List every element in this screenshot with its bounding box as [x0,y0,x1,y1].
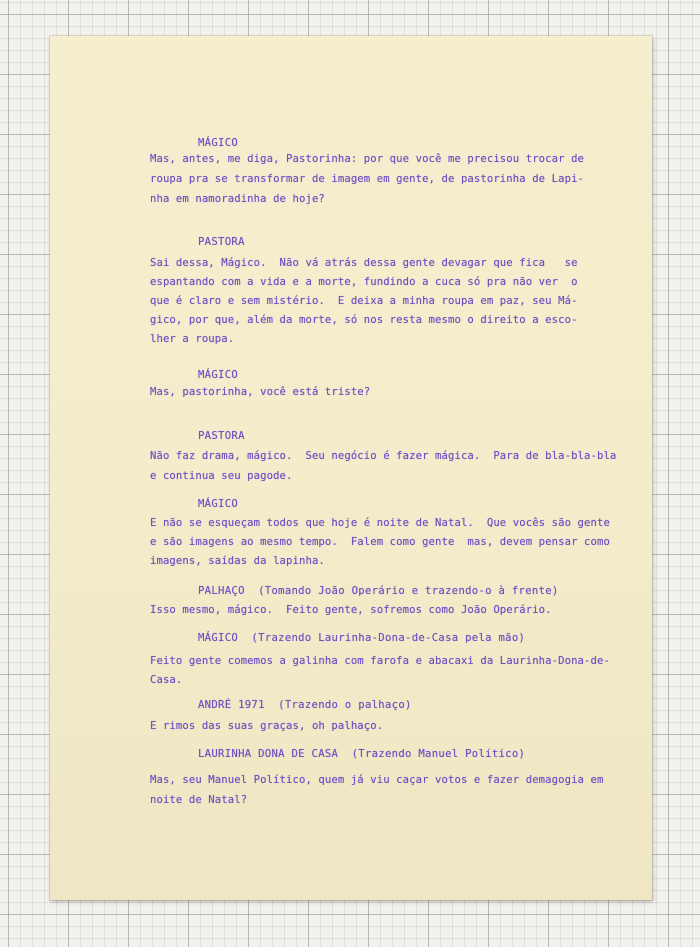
dialogue-line: Mas, seu Manuel Político, quem já viu caçar votos e fazer demagogia em [150,774,604,786]
dialogue-line: noite de Natal? [150,794,248,806]
dialogue-line: e continua seu pagode. [150,470,293,482]
speaker-laurinha: LAURINHA DONA DE CASA (Trazendo Manuel Político) [198,748,526,760]
dialogue-line: nha em namoradinha de hoje? [150,193,325,205]
typewritten-page [50,36,652,900]
dialogue-line: e são imagens ao mesmo tempo. Falem como gente mas, devem pensar como [150,536,610,548]
dialogue-line: roupa pra se transformar de imagem em gente, de pastorinha de Lapi- [150,173,585,185]
speaker-palhaco: PALHAÇO (Tomando João Operário e trazendo-o à frente) [198,585,559,597]
script-text [50,36,652,900]
dialogue-line: que é claro e sem mistério. E deixa a minha roupa em paz, seu Má- [150,295,578,307]
dialogue-line: E rimos das suas graças, oh palhaço. [150,720,384,732]
dialogue-line: imagens, saídas da lapinha. [150,555,325,567]
speaker-pastora: PASTORA [198,236,245,248]
dialogue-line: Feito gente comemos a galinha com farofa e abacaxi da Laurinha-Dona-de- [150,655,610,667]
dialogue-line: Mas, antes, me diga, Pastorinha: por que você me precisou trocar de [150,153,585,165]
dialogue-line: Sai dessa, Mágico. Não vá atrás dessa gente devagar que fica se [150,257,578,269]
dialogue-line: E não se esqueçam todos que hoje é noite de Natal. Que vocês são gente [150,517,610,529]
dialogue-line: lher a roupa. [150,333,235,345]
speaker-magico: MÁGICO (Trazendo Laurinha-Dona-de-Casa pela mão) [198,632,526,644]
dialogue-line: Isso mesmo, mágico. Feito gente, sofremos como João Operário. [150,604,552,616]
speaker-magico: MÁGICO [198,498,239,510]
dialogue-line: espantando com a vida e a morte, fundindo a cuca só pra não ver o [150,276,578,288]
dialogue-line: gico, por que, além da morte, só nos resta mesmo o direito a esco- [150,314,578,326]
dialogue-line: Casa. [150,674,183,686]
speaker-andre: ANDRÉ 1971 (Trazendo o palhaço) [198,699,412,711]
speaker-magico: MÁGICO [198,369,239,381]
speaker-magico: MÁGICO [198,137,239,149]
dialogue-line: Não faz drama, mágico. Seu negócio é fazer mágica. Para de bla-bla-bla [150,450,617,462]
speaker-pastora: PASTORA [198,430,245,442]
dialogue-line: Mas, pastorinha, você está triste? [150,386,371,398]
